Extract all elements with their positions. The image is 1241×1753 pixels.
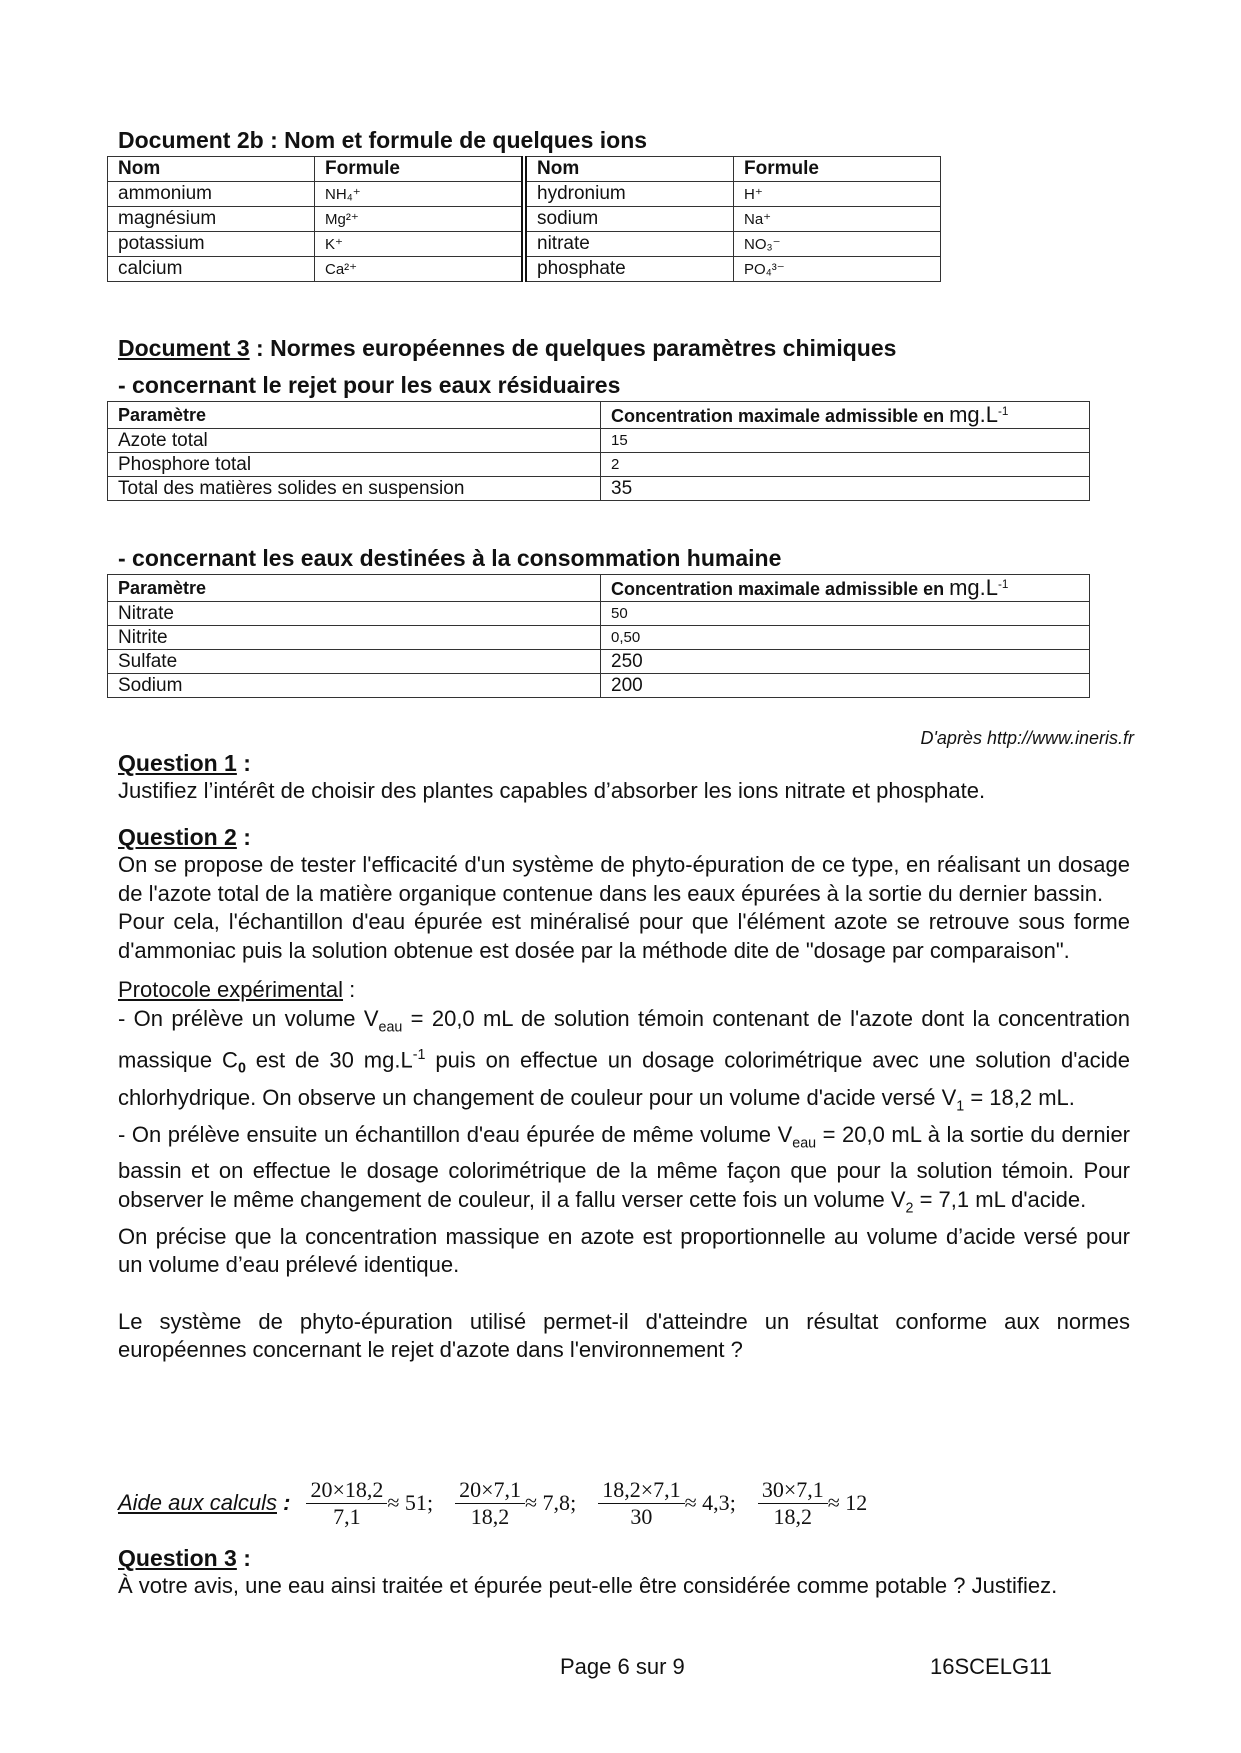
table-header-row bbox=[108, 157, 941, 182]
ion-name: magnésium bbox=[108, 207, 315, 232]
protocol-heading bbox=[118, 976, 1130, 1005]
text-run: = 20,0 mL de solution témoin contenant de l'azote dont la concentration massique C bbox=[118, 1005, 1130, 1073]
col-header: Nom bbox=[108, 157, 315, 182]
unit-exponent: -1 bbox=[998, 405, 1009, 418]
table-row bbox=[108, 650, 1090, 674]
denominator: 18,2 bbox=[773, 1503, 813, 1529]
text-run: = 18,2 mL. bbox=[964, 1084, 1075, 1110]
param-value: 200 bbox=[601, 674, 1090, 698]
question-1-text bbox=[118, 777, 1130, 806]
protocol-step-1 bbox=[118, 1005, 1130, 1121]
heading-colon: : bbox=[343, 977, 356, 1002]
param-name: Sulfate bbox=[108, 650, 601, 674]
numerator: 30×7,1 bbox=[758, 1477, 828, 1504]
denominator: 18,2 bbox=[470, 1503, 510, 1529]
question-1-label: Question 1 bbox=[118, 750, 237, 776]
approx-result: ≈ 12 bbox=[827, 1490, 868, 1515]
approx-result: ≈ 51 bbox=[387, 1490, 427, 1515]
question-3-text bbox=[118, 1572, 1130, 1601]
col-header bbox=[601, 575, 1090, 602]
param-name: Nitrate bbox=[108, 602, 601, 626]
param-name: Total des matières solides en suspension bbox=[108, 477, 601, 501]
approx-result: ≈ 4,3 bbox=[684, 1490, 730, 1515]
param-value: 35 bbox=[601, 477, 1090, 501]
table-row bbox=[108, 182, 941, 207]
question-3-label: Question 3 bbox=[118, 1545, 237, 1571]
subscript: eau bbox=[378, 1018, 403, 1035]
text-run: est de 30 mg.L bbox=[245, 1047, 413, 1073]
param-value: 50 bbox=[601, 602, 1090, 626]
exam-code: 16SCELG11 bbox=[930, 1654, 1052, 1679]
text-run: - On prélève un volume V bbox=[118, 1005, 379, 1031]
doc3-subtitle-2: - concernant les eaux destinées à la consommation humaine bbox=[118, 545, 782, 571]
ions-table bbox=[107, 156, 941, 282]
protocol-label: Protocole expérimental bbox=[118, 977, 344, 1002]
heading-colon: : bbox=[236, 750, 251, 776]
param-name: Nitrite bbox=[108, 626, 601, 650]
ion-name: sodium bbox=[524, 207, 734, 232]
col-header: Formule bbox=[315, 157, 525, 182]
protocol-step-2 bbox=[118, 1121, 1130, 1223]
text-run: puis on effectue un dosage colorimétrique avec une solution d'acide chlorhydrique. On observe un changement de couleur pour un volume d'acide versé V bbox=[118, 1047, 1131, 1110]
ion-formula: H⁺ bbox=[734, 182, 941, 207]
question-2-prompt: Le système de phyto-épuration utilisé permet-il d'atteindre un résultat conforme aux normes européennes concernant le rejet d'azote dans l'environnement ? bbox=[118, 1308, 1130, 1363]
param-name: Sodium bbox=[108, 674, 601, 698]
ion-name: potassium bbox=[108, 232, 315, 257]
param-value: 250 bbox=[601, 650, 1090, 674]
question-3-heading bbox=[118, 1545, 251, 1572]
separator: ; bbox=[570, 1490, 577, 1515]
ion-name: ammonium bbox=[108, 182, 315, 207]
ion-name: nitrate bbox=[524, 232, 734, 257]
paragraph: À votre avis, une eau ainsi traitée et épurée peut-elle être considérée comme potable ? Justifiez. bbox=[118, 1573, 1058, 1598]
denominator: 30 bbox=[630, 1503, 653, 1529]
doc3-label: Document 3 bbox=[118, 335, 250, 361]
doc2b-title: Document 2b : Nom et formule de quelques ions bbox=[118, 127, 648, 153]
paragraph: Justifiez l’intérêt de choisir des plantes capables d’absorber les ions nitrate et phosphate. bbox=[118, 778, 986, 803]
denominator: 7,1 bbox=[333, 1503, 361, 1529]
table-row bbox=[108, 602, 1090, 626]
param-name: Azote total bbox=[108, 429, 601, 453]
table-row bbox=[108, 477, 1090, 501]
doc3-title-rest: : Normes européennes de quelques paramètres chimiques bbox=[249, 335, 897, 361]
table-row bbox=[108, 257, 941, 282]
doc3-subtitle-1: - concernant le rejet pour les eaux résiduaires bbox=[118, 372, 621, 398]
approx-result: ≈ 7,8 bbox=[524, 1490, 571, 1515]
heading-colon: : bbox=[236, 824, 251, 850]
ion-name: phosphate bbox=[524, 257, 734, 282]
col-header: Paramètre bbox=[108, 402, 601, 429]
col-header: Paramètre bbox=[108, 575, 601, 602]
table-row bbox=[108, 626, 1090, 650]
col-header: Formule bbox=[734, 157, 941, 182]
ion-formula: NO₃⁻ bbox=[734, 232, 941, 257]
paragraph: Pour cela, l'échantillon d'eau épurée est minéralisé pour que l'élément azote se retrouve sous forme d'ammoniac puis la solution obtenue est dosée par la méthode dite de "dosage par comparaison". bbox=[118, 909, 1130, 963]
text-run: = 7,1 mL d'acide. bbox=[913, 1186, 1087, 1212]
ion-formula: Mg²⁺ bbox=[315, 207, 525, 232]
separator: ; bbox=[426, 1490, 434, 1515]
calc-help-label bbox=[118, 1490, 290, 1516]
table-row bbox=[108, 232, 941, 257]
fraction bbox=[598, 1477, 684, 1530]
unit: mg.L bbox=[949, 575, 999, 600]
paragraph: On se propose de tester l'efficacité d'un système de phyto-épuration de ce type, en réalisant un dosage de l'azote total de la matière organique contenue dans les eaux épurées à la sortie du dernier bassin. bbox=[118, 852, 1130, 906]
param-value: 15 bbox=[601, 429, 1090, 453]
question-2-body bbox=[118, 851, 1130, 1365]
table-row bbox=[108, 453, 1090, 477]
unit-exponent: -1 bbox=[998, 578, 1009, 591]
table-row bbox=[108, 429, 1090, 453]
table-header-row bbox=[108, 402, 1090, 429]
question-1-heading bbox=[118, 750, 251, 777]
fraction bbox=[306, 1477, 387, 1530]
param-value: 2 bbox=[601, 453, 1090, 477]
numerator: 20×18,2 bbox=[306, 1477, 387, 1504]
ion-name: hydronium bbox=[524, 182, 734, 207]
calc-help-label-text: Aide aux calculs bbox=[118, 1490, 277, 1515]
ion-formula: NH₄⁺ bbox=[315, 182, 525, 207]
paragraph: On précise que la concentration massique en azote est proportionnelle au volume d’acide versé pour un volume d’eau prélevé identique. bbox=[118, 1223, 1130, 1278]
unit: mg.L bbox=[949, 402, 999, 427]
source-citation: D'après http://www.ineris.fr bbox=[920, 728, 1134, 748]
question-2-label: Question 2 bbox=[118, 824, 237, 850]
numerator: 18,2×7,1 bbox=[598, 1477, 684, 1504]
subscript: 0 bbox=[237, 1061, 246, 1078]
ion-formula: Ca²⁺ bbox=[315, 257, 525, 282]
col-header bbox=[601, 402, 1090, 429]
calc-help bbox=[118, 1468, 867, 1538]
doc3-title bbox=[118, 335, 896, 362]
separator: ; bbox=[729, 1490, 736, 1515]
ion-formula: PO₄³⁻ bbox=[734, 257, 941, 282]
text-run: - On prélève ensuite un échantillon d'eau épurée de même volume V bbox=[118, 1121, 793, 1147]
col-header: Nom bbox=[524, 157, 734, 182]
table-row bbox=[108, 674, 1090, 698]
text-run: = 20,0 mL à la sortie du dernier bassin et on effectue le dosage colorimétrique de la même façon que pour la solution témoin. Pour observer le même changement de couleur, il a fallu verser cette fois un volume V bbox=[118, 1121, 1131, 1212]
norms-table-wastewater bbox=[107, 401, 1090, 501]
param-value: 0,50 bbox=[601, 626, 1090, 650]
superscript: -1 bbox=[412, 1047, 426, 1064]
norms-table-drinking bbox=[107, 574, 1090, 698]
heading-colon: : bbox=[236, 1545, 251, 1571]
col-header-text: Concentration maximale admissible en bbox=[611, 406, 950, 426]
ion-formula: K⁺ bbox=[315, 232, 525, 257]
param-name: Phosphore total bbox=[108, 453, 601, 477]
numerator: 20×7,1 bbox=[455, 1477, 525, 1504]
heading-colon: : bbox=[276, 1490, 291, 1515]
col-header-text: Concentration maximale admissible en bbox=[611, 579, 950, 599]
ion-name: calcium bbox=[108, 257, 315, 282]
ion-formula: Na⁺ bbox=[734, 207, 941, 232]
fraction bbox=[758, 1477, 828, 1530]
table-header-row bbox=[108, 575, 1090, 602]
table-row bbox=[108, 207, 941, 232]
fraction bbox=[455, 1477, 525, 1530]
subscript: 1 bbox=[956, 1098, 965, 1114]
page-number: Page 6 sur 9 bbox=[560, 1654, 685, 1679]
subscript: 2 bbox=[905, 1200, 914, 1217]
question-2-heading bbox=[118, 824, 251, 851]
subscript: eau bbox=[792, 1134, 817, 1151]
